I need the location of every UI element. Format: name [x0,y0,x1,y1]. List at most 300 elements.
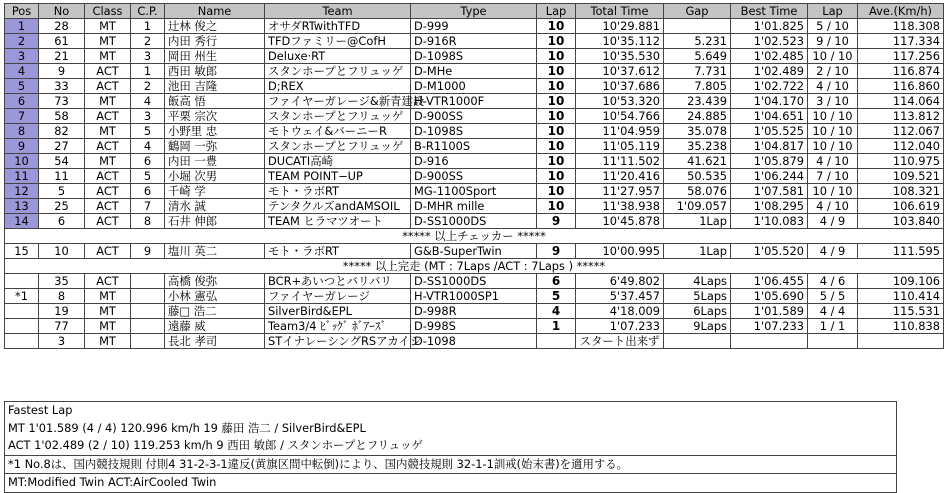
name-cell: 飯高 悟 [165,94,265,109]
team-cell: モト・ラボRT [265,184,411,199]
lap-count-cell: 10 [537,139,576,154]
best-time-cell: 1'05.879 [731,154,808,169]
class-position-cell: 7 [131,199,165,214]
lap-count-cell: 9 [537,214,576,229]
type-cell: D-916 [411,154,537,169]
average-speed-cell: 111.595 [858,244,944,259]
best-lap-cell: 10 / 10 [808,49,858,64]
name-cell: 池田 吉隆 [165,79,265,94]
best-lap-cell: 5 / 10 [808,19,858,34]
number-cell: 77 [39,319,85,334]
best-lap-cell: 10 / 10 [808,184,858,199]
best-time-cell: 1'02.722 [731,79,808,94]
gap-cell: 6Laps [664,304,731,319]
total-time-cell: 11'20.416 [576,169,664,184]
best-time-cell: 1'07.581 [731,184,808,199]
team-cell: TEAM POINT−UP [265,169,411,184]
pos-cell: 11 [5,169,39,184]
table-row [5,244,944,259]
team-cell: Team3/4 ﾋﾞｯｸﾞ ﾎﾞｱｰｽﾞ [265,319,411,334]
col-header: Class [85,4,131,19]
pos-cell: 14 [5,214,39,229]
table-row [5,199,944,214]
col-header: Lap [537,4,576,19]
average-speed-cell: 117.256 [858,49,944,64]
team-cell: スタンホープとフリュッゲ [265,64,411,79]
pos-cell: 7 [5,109,39,124]
number-cell: 11 [39,169,85,184]
name-cell: 小林 憲弘 [165,289,265,304]
name-cell: 内田 一豊 [165,154,265,169]
class-cell: ACT [85,169,131,184]
pos-cell: 10 [5,154,39,169]
number-cell: 19 [39,304,85,319]
type-cell: H-VTR1000SP1 [411,289,537,304]
total-time-cell: 10'37.686 [576,79,664,94]
table-row [5,49,944,64]
fastest-lap-title: Fastest Lap [5,402,897,420]
lap-count-cell: 10 [537,79,576,94]
gap-cell: 50.535 [664,169,731,184]
gap-cell: 5Laps [664,289,731,304]
table-row [5,304,944,319]
gap-cell: 7.805 [664,79,731,94]
best-time-cell: 1'01.589 [731,304,808,319]
type-cell: MG-1100Sport [411,184,537,199]
gap-cell [664,19,731,34]
number-cell: 8 [39,289,85,304]
number-cell: 27 [39,139,85,154]
non-classified [5,274,944,349]
lap-count-cell: 6 [537,274,576,289]
average-speed-cell: 118.308 [858,19,944,34]
total-time-cell: 11'04.959 [576,124,664,139]
team-cell: スタンホープとフリュッゲ [265,109,411,124]
total-time-cell: 6'49.802 [576,274,664,289]
class-position-cell [131,304,165,319]
number-cell: 28 [39,19,85,34]
name-cell: 平栗 宗次 [165,109,265,124]
class-position-cell: 2 [131,79,165,94]
best-time-cell: 1'05.690 [731,289,808,304]
average-speed-cell: 114.064 [858,94,944,109]
class-position-cell [131,334,165,349]
best-time-cell: 1'02.523 [731,34,808,49]
class-cell: ACT [85,199,131,214]
team-cell: モトウェイ&バーニーR [265,124,411,139]
team-cell: テンタクルズandAMSOIL [265,199,411,214]
number-cell: 25 [39,199,85,214]
best-lap-cell: 4 / 10 [808,79,858,94]
type-cell: B-R1100S [411,139,537,154]
table-row [5,154,944,169]
col-header: Pos [5,4,39,19]
average-speed-cell: 109.521 [858,169,944,184]
class-cell: MT [85,334,131,349]
type-cell: H-VTR1000F [411,94,537,109]
type-cell: D-1098S [411,124,537,139]
gap-cell: 9Laps [664,319,731,334]
number-cell: 35 [39,274,85,289]
class-position-cell: 3 [131,49,165,64]
team-cell: モト・ラボRT [265,244,411,259]
number-cell: 10 [39,244,85,259]
classified-finishers [5,19,944,229]
pos-cell: 15 [5,244,39,259]
pos-cell: 4 [5,64,39,79]
average-speed-cell: 113.812 [858,109,944,124]
name-cell: 辻林 俊之 [165,19,265,34]
class-position-cell: 4 [131,94,165,109]
gap-cell: 1Lap [664,244,731,259]
gap-cell: 1'09.057 [664,199,731,214]
team-cell: ファイヤーガレージ [265,289,411,304]
lap-count-cell: 10 [537,34,576,49]
total-time-cell: 10'35.530 [576,49,664,64]
average-speed-cell: 115.531 [858,304,944,319]
lap-count-cell: 10 [537,94,576,109]
pos-cell: 1 [5,19,39,34]
best-lap-cell: 1 / 1 [808,319,858,334]
total-time-cell: 10'35.112 [576,34,664,49]
table-row [5,139,944,154]
name-cell: 内田 秀行 [165,34,265,49]
best-time-cell: 1'10.083 [731,214,808,229]
gap-cell [664,334,731,349]
col-header: Ave.(Km/h) [858,4,944,19]
number-cell: 21 [39,49,85,64]
average-speed-cell: 110.838 [858,319,944,334]
checker-banner-section [5,229,944,244]
gap-cell: 7.731 [664,64,731,79]
best-lap-cell: 7 / 10 [808,169,858,184]
col-header: Total Time [576,4,664,19]
average-speed-cell: 112.040 [858,139,944,154]
total-time-cell: 10'54.766 [576,109,664,124]
name-cell: 岡田 州生 [165,49,265,64]
number-cell: 5 [39,184,85,199]
lap-count-cell: 1 [537,319,576,334]
fastest-lap-mt: MT 1'01.589 (4 / 4) 120.996 km/h 19 藤田 浩二 / SilverBird&EPL [5,420,897,438]
table-row [5,124,944,139]
best-lap-cell: 10 / 10 [808,139,858,154]
name-cell: 石井 伸郎 [165,214,265,229]
class-position-cell: 9 [131,244,165,259]
team-cell: BCR+あいつとバリバリ [265,274,411,289]
col-header: Lap [808,4,858,19]
pos-cell [5,334,39,349]
col-header: Name [165,4,265,19]
best-time-cell: 1'05.520 [731,244,808,259]
name-cell: 長北 孝司 [165,334,265,349]
lap-count-cell: 10 [537,154,576,169]
class-position-cell: 8 [131,214,165,229]
average-speed-cell: 116.860 [858,79,944,94]
best-lap-cell [808,334,858,349]
class-cell: MT [85,124,131,139]
type-cell: D-998S [411,319,537,334]
fastest-lap-act: ACT 1'02.489 (2 / 10) 119.253 km/h 9 西田 敏郎 / スタンホープとフリュッゲ [5,437,897,455]
total-time-cell: 4'18.009 [576,304,664,319]
total-time-cell: 10'45.878 [576,214,664,229]
total-time-cell: 11'27.957 [576,184,664,199]
class-cell: ACT [85,64,131,79]
average-speed-cell: 109.106 [858,274,944,289]
best-lap-cell: 9 / 10 [808,34,858,49]
table-row [5,64,944,79]
best-lap-cell: 10 / 10 [808,109,858,124]
col-header: Type [411,4,537,19]
team-cell: SilverBird&EPL [265,304,411,319]
best-lap-cell: 2 / 10 [808,64,858,79]
pos-cell [5,274,39,289]
average-speed-cell: 108.321 [858,184,944,199]
best-time-cell: 1'06.244 [731,169,808,184]
team-cell: D;REX [265,79,411,94]
class-cell: ACT [85,79,131,94]
name-cell: 高橋 俊弥 [165,274,265,289]
type-cell: D-SS1000DS [411,214,537,229]
team-cell: STイナレーシングRSアカイシ [265,334,411,349]
average-speed-cell: 117.334 [858,34,944,49]
average-speed-cell: 110.975 [858,154,944,169]
results-table [4,3,944,349]
name-cell: 塩川 英二 [165,244,265,259]
lap-count-cell: 10 [537,19,576,34]
class-position-cell: 1 [131,64,165,79]
class-cell: MT [85,94,131,109]
class-cell: ACT [85,109,131,124]
class-cell: MT [85,34,131,49]
name-cell: 鶴岡 一弥 [165,139,265,154]
team-cell: オサダRTwithTFD [265,19,411,34]
pos-cell: *1 [5,289,39,304]
lap-count-cell: 4 [537,304,576,319]
total-time-cell: 10'29.881 [576,19,664,34]
table-row [5,184,944,199]
table-row [5,289,944,304]
team-cell: スタンホープとフリュッゲ [265,139,411,154]
name-cell: 西田 敏郎 [165,64,265,79]
class-cell: MT [85,49,131,64]
number-cell: 61 [39,34,85,49]
best-time-cell: 1'06.455 [731,274,808,289]
pos-cell: 5 [5,79,39,94]
class-cell: ACT [85,139,131,154]
table-row [5,34,944,49]
notes-box [4,401,897,493]
class-cell: MT [85,154,131,169]
name-cell: 藤□ 浩二 [165,304,265,319]
total-time-cell: 10'00.995 [576,244,664,259]
gap-cell: 1Lap [664,214,731,229]
best-time-cell: 1'04.651 [731,109,808,124]
table-row [5,109,944,124]
class-position-cell: 6 [131,154,165,169]
best-time-cell: 1'04.170 [731,94,808,109]
table-row [5,19,944,34]
best-lap-cell: 4 / 9 [808,214,858,229]
class-position-cell: 5 [131,124,165,139]
type-cell: D-MHe [411,64,537,79]
number-cell: 54 [39,154,85,169]
gap-cell: 35.078 [664,124,731,139]
class-position-cell: 4 [131,139,165,154]
best-time-cell: 1'01.825 [731,19,808,34]
lap-count-cell: 10 [537,109,576,124]
best-time-cell: 1'02.485 [731,49,808,64]
col-header: Team [265,4,411,19]
finishers-after-checker [5,244,944,259]
gap-cell: 24.885 [664,109,731,124]
pos-cell [5,319,39,334]
pos-cell: 9 [5,139,39,154]
number-cell: 3 [39,334,85,349]
table-row [5,214,944,229]
number-cell: 6 [39,214,85,229]
average-speed-cell: 110.414 [858,289,944,304]
average-speed-cell [858,334,944,349]
class-position-cell: 5 [131,169,165,184]
class-cell: MT [85,289,131,304]
lap-count-cell: 5 [537,289,576,304]
class-position-cell: 3 [131,109,165,124]
type-cell: D-1098 [411,334,537,349]
pos-cell: 8 [5,124,39,139]
type-cell: D-900SS [411,109,537,124]
total-time-cell: 10'53.320 [576,94,664,109]
average-speed-cell: 103.840 [858,214,944,229]
class-position-cell [131,274,165,289]
best-time-cell: 1'08.295 [731,199,808,214]
best-lap-cell: 4 / 10 [808,154,858,169]
finish-banner-section [5,259,944,274]
class-position-cell: 1 [131,19,165,34]
class-position-cell: 2 [131,34,165,49]
type-cell: D-M1000 [411,79,537,94]
class-cell: MT [85,319,131,334]
team-cell: Deluxe·RT [265,49,411,64]
header-row [5,4,944,19]
class-cell: ACT [85,214,131,229]
class-cell: MT [85,304,131,319]
pos-cell [5,304,39,319]
class-cell: ACT [85,184,131,199]
total-time-cell: スタート出来ず [576,334,664,349]
checker-banner-row [5,229,944,244]
lap-count-cell: 10 [537,64,576,79]
col-header: Best Time [731,4,808,19]
average-speed-cell: 112.067 [858,124,944,139]
type-cell: D-900SS [411,169,537,184]
class-position-cell: 6 [131,184,165,199]
class-cell: ACT [85,274,131,289]
lap-count-cell: 10 [537,184,576,199]
gap-cell: 58.076 [664,184,731,199]
name-cell: 千崎 学 [165,184,265,199]
number-cell: 58 [39,109,85,124]
pos-cell: 13 [5,199,39,214]
finish-banner: ***** 以上完走 (MT : 7Laps /ACT : 7Laps ) ***** [5,259,944,274]
pos-cell: 2 [5,34,39,49]
best-time-cell: 1'05.525 [731,124,808,139]
best-lap-cell: 4 / 4 [808,304,858,319]
total-time-cell: 10'37.612 [576,64,664,79]
number-cell: 9 [39,64,85,79]
pos-cell: 3 [5,49,39,64]
lap-count-cell: 10 [537,124,576,139]
total-time-cell: 11'05.119 [576,139,664,154]
gap-cell: 5.231 [664,34,731,49]
class-legend: MT:Modified Twin ACT:AirCooled Twin [5,474,897,493]
type-cell: D-998R [411,304,537,319]
gap-cell: 35.238 [664,139,731,154]
class-cell: MT [85,19,131,34]
class-position-cell [131,289,165,304]
pos-cell: 12 [5,184,39,199]
best-lap-cell: 10 / 10 [808,124,858,139]
number-cell: 82 [39,124,85,139]
table-row [5,334,944,349]
team-cell: DUCATI高崎 [265,154,411,169]
table-row [5,274,944,289]
best-time-cell: 1'02.489 [731,64,808,79]
lap-count-cell: 9 [537,244,576,259]
total-time-cell: 5'37.457 [576,289,664,304]
pos-cell: 6 [5,94,39,109]
finish-banner-row [5,259,944,274]
best-lap-cell: 4 / 6 [808,274,858,289]
best-lap-cell: 3 / 10 [808,94,858,109]
team-cell: ファイヤーガレージ&新青建設 [265,94,411,109]
type-cell: D-999 [411,19,537,34]
type-cell: D-MHR mille [411,199,537,214]
best-lap-cell: 4 / 10 [808,199,858,214]
lap-count-cell: 10 [537,49,576,64]
col-header: C.P. [131,4,165,19]
table-row [5,169,944,184]
checker-banner: ***** 以上チェッカー ***** [5,229,944,244]
name-cell: 小野里 忠 [165,124,265,139]
number-cell: 33 [39,79,85,94]
best-lap-cell: 5 / 5 [808,289,858,304]
best-time-cell: 1'07.233 [731,319,808,334]
table-row [5,319,944,334]
penalty-footnote: *1 No.8は、国内競技規則 付則4 31-2-3-1違反(黄旗区間中転倒)により、国内競技規則 32-1-1訓戒(始末書)を適用する。 [5,455,897,474]
class-position-cell [131,319,165,334]
gap-cell: 5.649 [664,49,731,64]
class-cell: ACT [85,244,131,259]
best-time-cell [731,334,808,349]
total-time-cell: 11'11.502 [576,154,664,169]
lap-count-cell: 10 [537,169,576,184]
name-cell: 清水 誠 [165,199,265,214]
total-time-cell: 1'07.233 [576,319,664,334]
col-header: No [39,4,85,19]
best-lap-cell: 4 / 9 [808,244,858,259]
average-speed-cell: 116.874 [858,64,944,79]
col-header: Gap [664,4,731,19]
table-row [5,79,944,94]
lap-count-cell [537,334,576,349]
type-cell: G&B-SuperTwin [411,244,537,259]
type-cell: D-1098S [411,49,537,64]
team-cell: TEAM ヒラマツオート [265,214,411,229]
gap-cell: 4Laps [664,274,731,289]
name-cell: 小堀 次男 [165,169,265,184]
team-cell: TFDファミリー@CofH [265,34,411,49]
lap-count-cell: 10 [537,199,576,214]
